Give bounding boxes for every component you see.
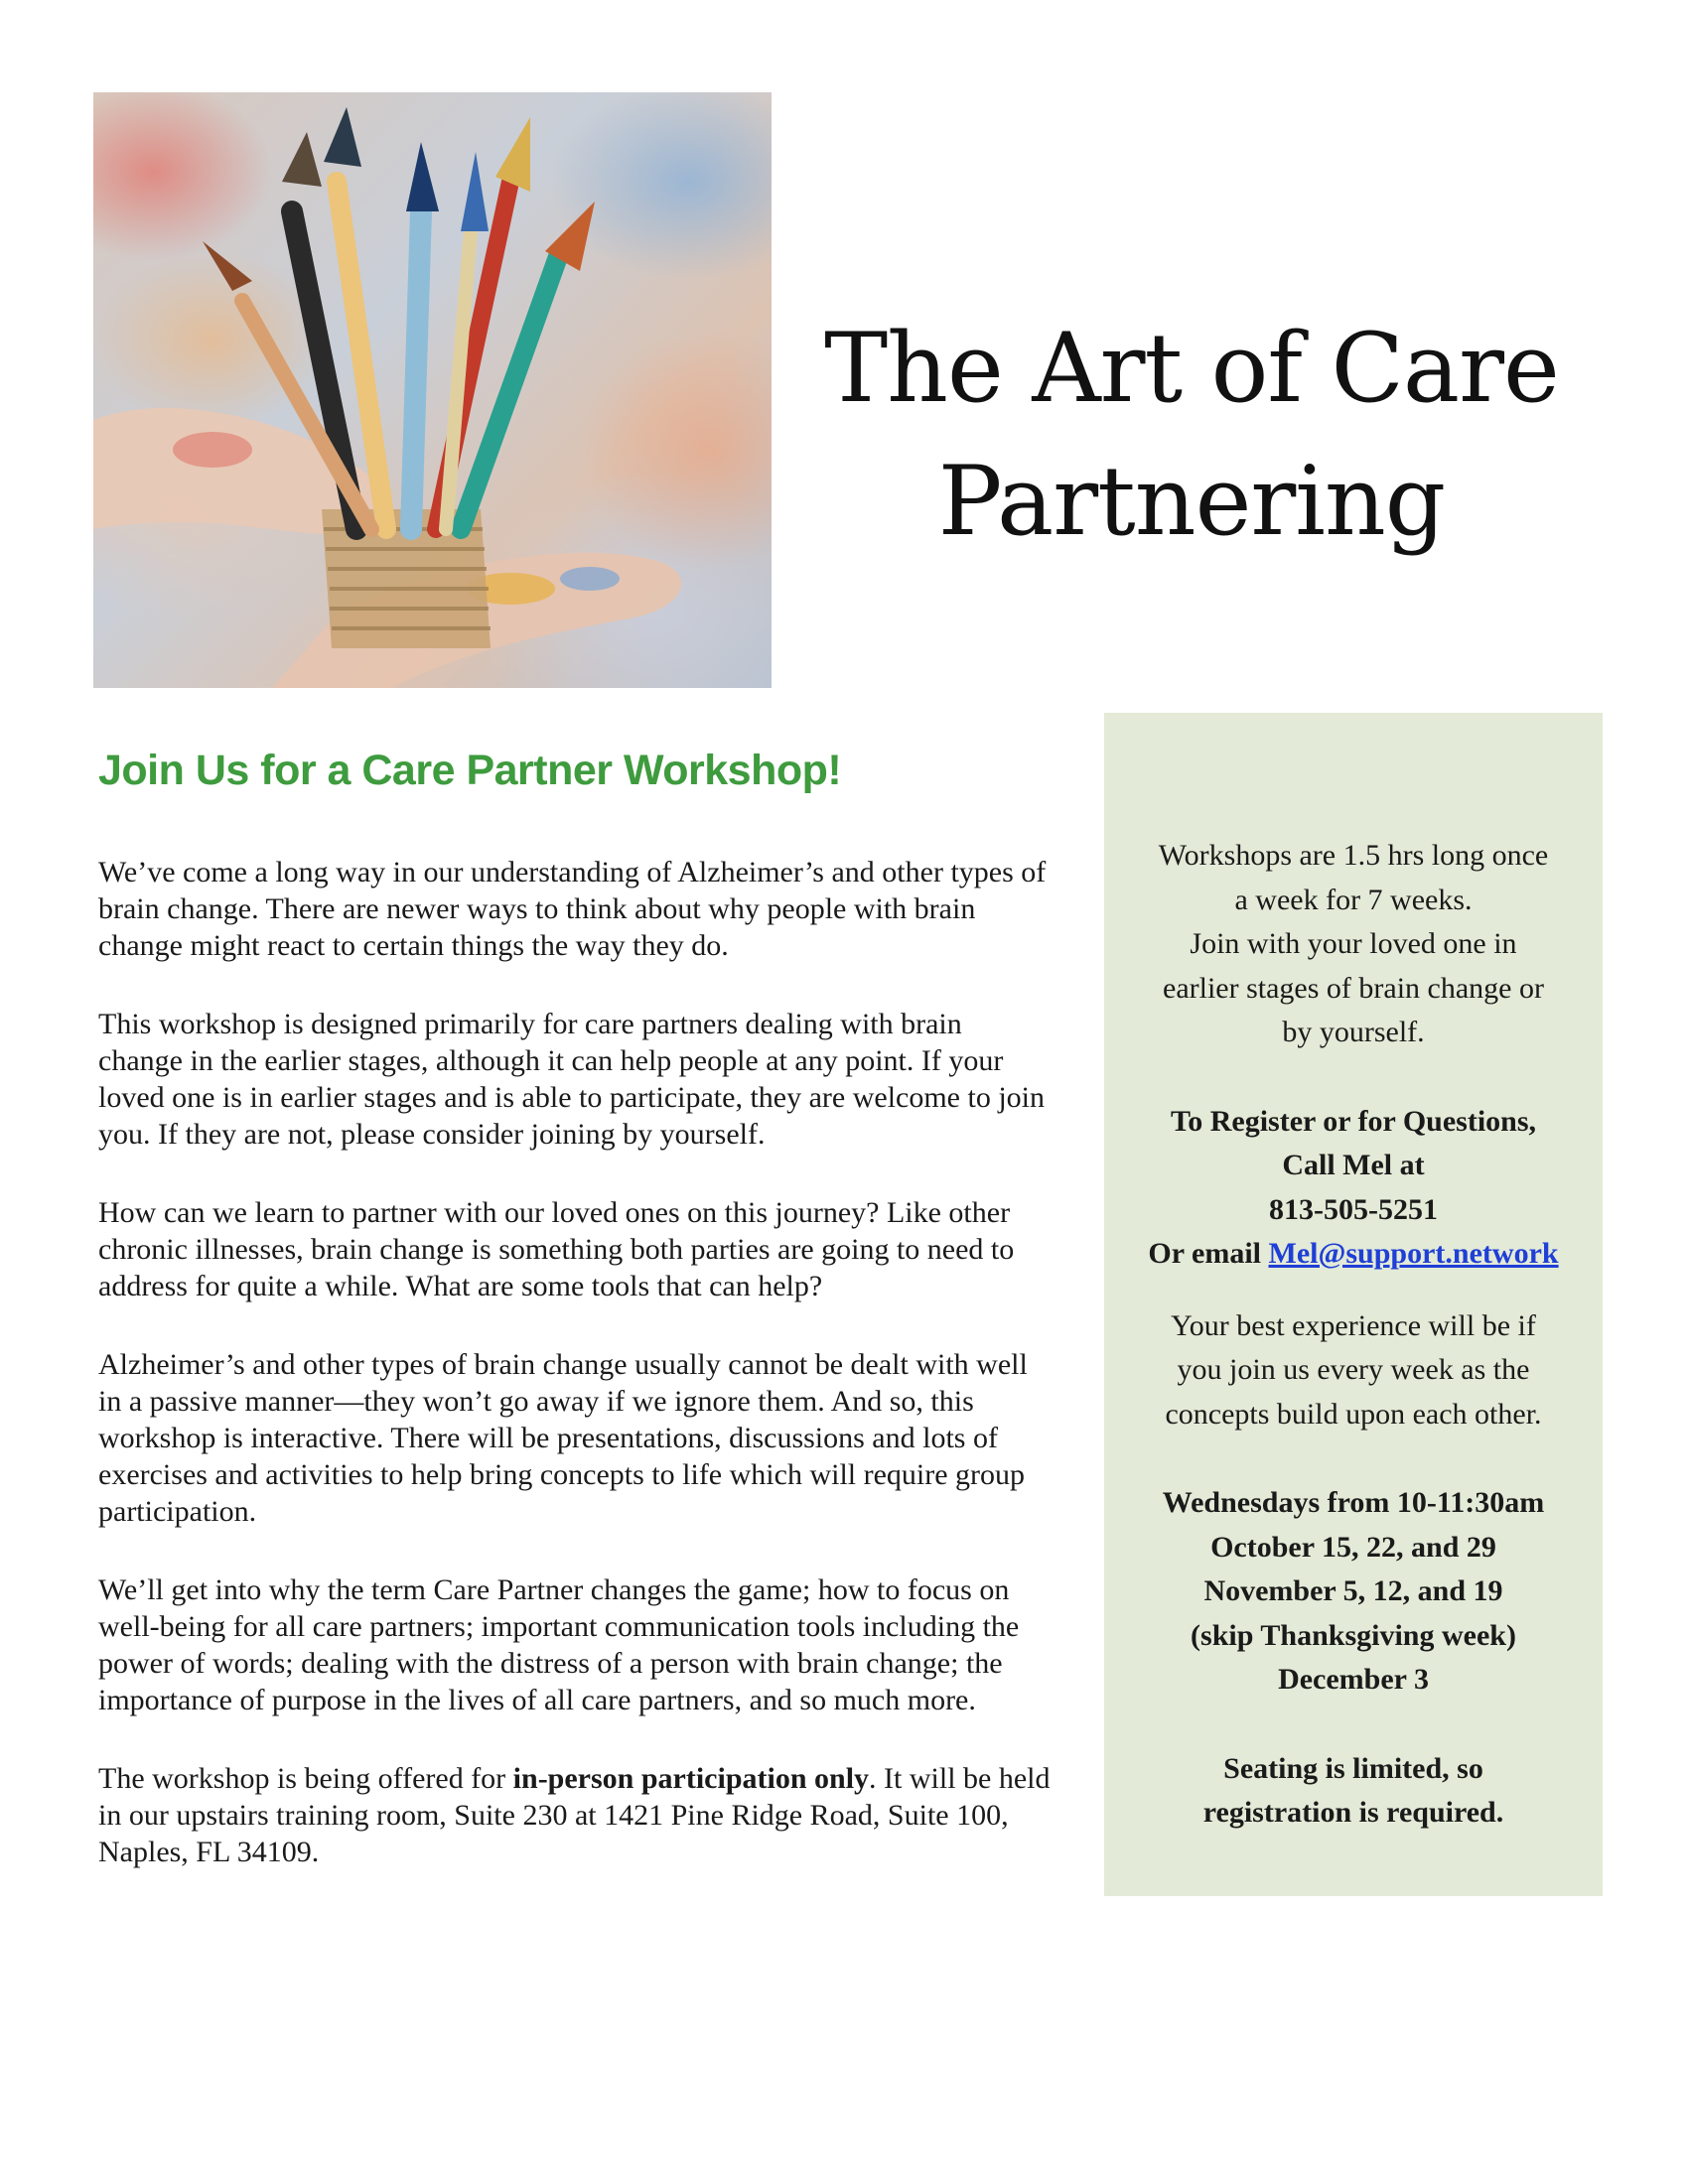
- schedule-line-5: December 3: [1278, 1663, 1429, 1696]
- paragraph-topics: We’ll get into why the term Care Partner changes the game; how to focus on well-being for all care partners; important communication tools including the power of words; dealing with the distress of a person with brain change; the importance of purpose in the lives of all care partners, and so much more.: [98, 1573, 1020, 1716]
- register-line-2: Call Mel at: [1282, 1149, 1425, 1181]
- intro-line-1: Workshops are 1.5 hrs long once: [1158, 839, 1549, 872]
- email-line: [1118, 1232, 1589, 1277]
- email-prefix: Or email: [1148, 1237, 1269, 1270]
- intro-line-2: a week for 7 weeks.: [1234, 883, 1473, 916]
- paragraph-intro: We’ve come a long way in our understanding of Alzheimer’s and other types of brain change. There are newer ways to think about why people with brain change might react to certain things the way they do.: [98, 856, 1047, 962]
- intro-line-3: Join with your loved one in: [1190, 927, 1517, 960]
- paint-brushes-illustration: [93, 92, 772, 688]
- seating-line-1: Seating is limited, so: [1223, 1751, 1483, 1785]
- intro-line-4: earlier stages of brain change or: [1163, 971, 1544, 1005]
- body-text: [98, 854, 1052, 1912]
- schedule-line-2: October 15, 22, and 29: [1210, 1530, 1496, 1564]
- email-link[interactable]: Mel@support.network: [1268, 1237, 1559, 1270]
- best-line-3: concepts build upon each other.: [1165, 1397, 1542, 1431]
- best-line-2: you join us every week as the: [1177, 1353, 1530, 1386]
- info-sidebar: [1104, 713, 1603, 1896]
- best-line-1: Your best experience will be if: [1171, 1308, 1536, 1342]
- paragraph-location: [98, 1760, 1052, 1870]
- phone-number: 813-505-5251: [1269, 1192, 1438, 1226]
- location-text-start: The workshop is being offered for: [98, 1762, 513, 1795]
- seating-line-2: registration is required.: [1202, 1796, 1504, 1829]
- paragraph-interactive: Alzheimer’s and other types of brain change usually cannot be dealt with well in a passive manner—they won’t go away if we ignore them. And so, this workshop is interactive. There will be presentations, discussions and lots of exercises and activities to help bring concepts to life which will require group participation.: [98, 1348, 1028, 1528]
- schedule-line-1: Wednesdays from 10-11:30am: [1162, 1486, 1545, 1519]
- title-line-2: Partnering: [937, 446, 1446, 558]
- register-line-1: To Register or for Questions,: [1170, 1104, 1537, 1138]
- workshop-heading: Join Us for a Care Partner Workshop!: [98, 747, 842, 794]
- schedule-line-3: November 5, 12, and 19: [1203, 1574, 1503, 1607]
- intro-line-5: by yourself.: [1282, 1016, 1425, 1048]
- title-line-1: The Art of Care: [824, 313, 1559, 425]
- page-title: [794, 302, 1589, 568]
- paragraph-journey: How can we learn to partner with our loved ones on this journey? Like other chronic illnesses, brain change is something both parties are going to need to address for quite a while. What are some tools that can help?: [98, 1196, 1015, 1302]
- in-person-emphasis: in-person participation only: [512, 1762, 870, 1795]
- location-text-end: . It will be held in our upstairs training room, Suite 230 at 1421 Pine Ridge Road, Suite 100, Naples, FL 34109.: [98, 1762, 1051, 1868]
- paint-brushes-photo: [93, 92, 772, 688]
- paragraph-audience: This workshop is designed primarily for care partners dealing with brain change in the earlier stages, although it can help people at any point. If your loved one is in earlier stages and is able to participate, they are welcome to join you. If they are not, please consider joining by yourself.: [98, 1008, 1045, 1151]
- schedule-line-4: (skip Thanksgiving week): [1191, 1618, 1516, 1652]
